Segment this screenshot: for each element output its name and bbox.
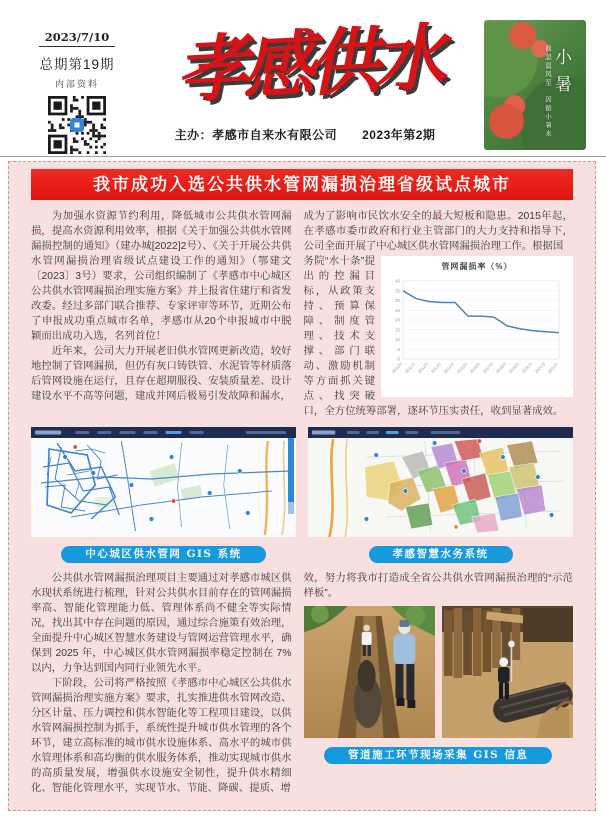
svg-text:10: 10 bbox=[395, 337, 400, 343]
paragraph-3: 成为了影响市民饮水安全的最大短板和隐患。2015年起，在孝感市委市政府和行业主管部门的大力支持和指导下，公司全面开展了中心城区供水管网漏损治理工作。根据国 bbox=[303, 211, 573, 252]
season-poem-line1: 倏忽温风至 bbox=[544, 44, 551, 87]
svg-text:30: 30 bbox=[395, 298, 400, 304]
svg-text:2021年: 2021年 bbox=[533, 361, 547, 375]
construction-photos-row bbox=[304, 606, 573, 738]
paragraph-3-continued: 务院“水十条”提出的控漏目标，从政策支持、预算保障、制度管理、技术支撑、部门联动、激励机制等方面抓关键点、找突破口，全方位统筹部署，逐环节压实责任，收到显著成效。 bbox=[303, 256, 564, 417]
season-poem-line2: 因循小暑来 bbox=[544, 95, 551, 138]
issue-number: 总期第19期 bbox=[39, 57, 115, 72]
svg-text:2013年: 2013年 bbox=[429, 361, 443, 375]
construction-photos-caption: 管道施工环节现场采集 GIS 信息 bbox=[324, 747, 552, 764]
svg-text:40: 40 bbox=[395, 278, 400, 284]
svg-text:2011年: 2011年 bbox=[403, 361, 417, 375]
svg-text:2022年: 2022年 bbox=[546, 361, 560, 375]
svg-text:35: 35 bbox=[395, 288, 400, 294]
season-poem bbox=[542, 45, 552, 139]
article-top-columns bbox=[9, 209, 595, 419]
svg-text:2018年: 2018年 bbox=[494, 361, 508, 375]
svg-text:2012年: 2012年 bbox=[416, 361, 430, 375]
leakage-rate-chart bbox=[381, 256, 573, 397]
smart-water-map-screenshot bbox=[308, 427, 573, 537]
svg-text:2020年: 2020年 bbox=[520, 361, 534, 375]
newspaper-title: 孝感供水 bbox=[173, 14, 443, 113]
masthead-divider bbox=[0, 156, 606, 157]
trench-survey-photo bbox=[304, 606, 435, 738]
season-title: 小暑 bbox=[551, 48, 571, 102]
headline-banner: 我市成功入选公共供水管网漏损治理省级试点城市 bbox=[31, 169, 573, 200]
gis-map-image bbox=[31, 427, 296, 537]
svg-text:2019年: 2019年 bbox=[507, 361, 521, 375]
construction-photo-2 bbox=[442, 606, 573, 738]
qr-code bbox=[48, 96, 106, 154]
article-top-left-column bbox=[31, 209, 292, 419]
maps-row bbox=[9, 427, 595, 537]
paragraph-5-continued: 效，努力将我市打造成全省公共供水管网漏损治理的“示范样板”。 bbox=[303, 573, 573, 599]
paragraph-1: 为加强水资源节约利用，降低城市公共供水管网漏损，提高水资源利用效率，根据《关于加强公共供水管网漏损控制的通知》（建办城[2022]2号）、《关于开展公共供水管网漏损治理省级试点建设工作的通知》（鄂建文〔2023〕3号）要求，公司组织编制了《孝感市中心城区公共供水管网漏损治理实施方案》并上报省住建厅和省发改委。经过多部门联合推荐、专家评审等环节，近期公布了申报成功重点城市名单，孝感市从20个申报城市中脱颖而出成功入选，名列首位！ bbox=[31, 211, 292, 342]
masthead bbox=[0, 0, 606, 156]
svg-text:2010年: 2010年 bbox=[390, 361, 404, 375]
pipe-trench-photo bbox=[442, 606, 573, 738]
smart-water-map-image bbox=[308, 427, 573, 537]
article-bottom-columns bbox=[9, 571, 595, 796]
publisher-line: 主办：孝感市自来水有限公司 2023年第2期 bbox=[174, 128, 436, 142]
content-sheet bbox=[8, 161, 596, 811]
svg-text:15: 15 bbox=[395, 327, 400, 333]
map-left-caption-cell bbox=[31, 544, 296, 563]
svg-text:5: 5 bbox=[397, 346, 400, 352]
line-chart-plot bbox=[383, 273, 567, 391]
smart-water-caption: 孝感智慧水务系统 bbox=[369, 546, 513, 563]
gis-map-screenshot bbox=[31, 427, 296, 537]
paragraph-2: 近年来，公司大力开展老旧供水管网更新改造，较好地控制了管网漏损，但仍有灰口铸铁管、水泥管等材质落后管网设施在运行，且存在超期服役、安装质量差、设计建设水平不高等问题，建成并网后极易引发故障和漏水， bbox=[31, 346, 292, 402]
svg-text:20: 20 bbox=[395, 317, 400, 323]
svg-text:25: 25 bbox=[395, 307, 400, 313]
paragraph-5: 下阶段，公司将严格按照《孝感市中心城区公共供水管网漏损治理实施方案》要求，扎实推进供水管网改造、分区计量、压力调控和供水智能化等工程项目建设，以供水管网漏损控制为抓手，系统性提升城市供水管理的各个环节，建立高标准的城市供水设施体系、高水平的城市供水管理体系和高均衡的供水服务体系，推动实现城市供水的高质量发展，增强供水设施安全韧性，提升供水精细化、智能化管理水平，实现节水、节能、降碳、提质、增 bbox=[31, 678, 292, 794]
gis-system-caption: 中心城区供水管网 GIS 系统 bbox=[61, 546, 265, 563]
article-bottom-left-column bbox=[31, 571, 292, 796]
photos-caption-cell bbox=[304, 745, 573, 764]
chart-title: 管网漏损率（%） bbox=[441, 262, 513, 271]
svg-text:2017年: 2017年 bbox=[481, 361, 495, 375]
article-bottom-right-column bbox=[304, 571, 573, 796]
svg-text:2014年: 2014年 bbox=[442, 361, 456, 375]
seasonal-photo-card bbox=[484, 20, 586, 150]
issue-info-box bbox=[30, 28, 124, 159]
map-right-caption-cell bbox=[308, 544, 573, 563]
svg-text:2015年: 2015年 bbox=[455, 361, 469, 375]
map-captions-row bbox=[9, 544, 595, 563]
article-top-right-column bbox=[304, 209, 573, 419]
construction-photo-1 bbox=[304, 606, 435, 738]
internal-material-label: 内部资料 bbox=[54, 79, 99, 89]
issue-date: 2023/7/10 bbox=[39, 30, 115, 47]
paragraph-4: 公共供水管网漏损治理项目主要通过对孝感市城区供水现状系统进行梳理，针对公共供水目前存在的管网漏损率高、智能化管理能力低、管理体系尚不健全等实际情况，找出其中存在问题的原因，通过综合施策有效治理，全面提升中心城区智慧水务建设与管网运营管理水平，确保到 2025 年，中心城区供水管网漏损率稳定控制在 7%以内，力争达到国内同行业领先水平。 bbox=[31, 573, 292, 674]
svg-text:0: 0 bbox=[397, 356, 400, 362]
svg-text:2016年: 2016年 bbox=[468, 361, 482, 375]
